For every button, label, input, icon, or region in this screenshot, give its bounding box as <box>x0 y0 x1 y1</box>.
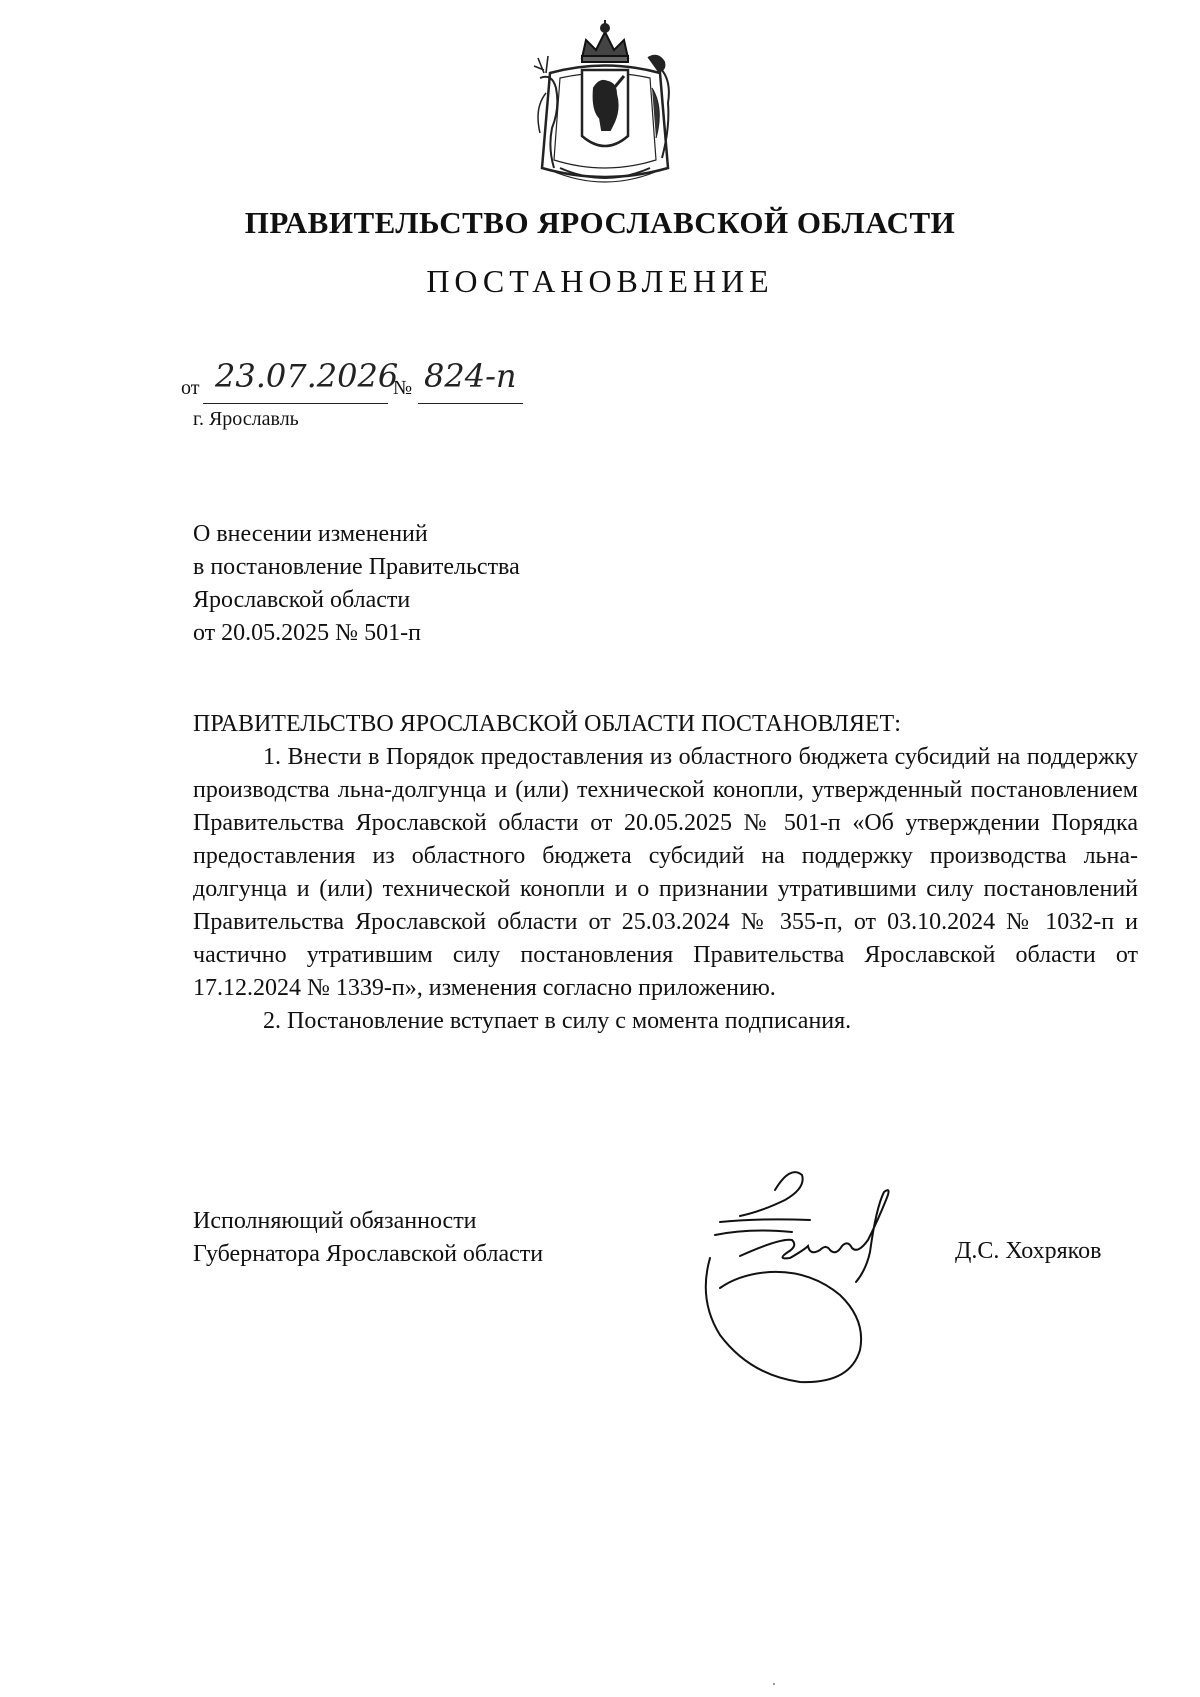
government-title: ПРАВИТЕЛЬСТВО ЯРОСЛАВСКОЙ ОБЛАСТИ <box>244 205 956 240</box>
signer-name: Д.С. Хохряков <box>955 1238 1102 1264</box>
document-body <box>193 708 1138 1038</box>
decree-line: ПРАВИТЕЛЬСТВО ЯРОСЛАВСКОЙ ОБЛАСТИ ПОСТАНОВЛЯЕТ: <box>193 711 901 737</box>
document-kind: ПОСТАНОВЛЕНИЕ <box>426 263 774 299</box>
number-prefix: № <box>393 377 413 399</box>
paragraph-2: 2. Постановление вступает в силу с момента подписания. <box>263 1008 852 1034</box>
city: г. Ярославль <box>193 408 299 430</box>
subject-line: от 20.05.2025 № 501-п <box>193 620 421 646</box>
number-value: 824-п <box>424 357 517 395</box>
subject-line: О внесении изменений <box>193 521 428 547</box>
subject-line: в постановление Правительства <box>193 554 520 580</box>
date-prefix: от <box>181 377 200 399</box>
paragraph-1: 1. Внести в Порядок предоставления из областного бюджета субсидий на поддержку производства льна-долгунца и (или) технической конопли, утвержденный постановлением Правительства Ярославской области от 20.05.2025 № 501-п «Об утверждении Порядка предоставления из областного бюджета субсидий на поддержку производства льна-долгунца и (или) технической конопли и о признании утратившими силу постановлений Правительства Ярославской области от 25.03.2024 № 355-п, от 03.10.2024 № 1032-п и частично утратившим силу постановления Правительства Ярославской области от 17.12.2024 № 1339-п», изменения согласно приложению. <box>193 744 1138 1001</box>
subject-line: Ярославской области <box>193 587 411 613</box>
position-line: Исполняющий обязанности <box>193 1208 477 1234</box>
coat-of-arms-icon <box>530 18 680 188</box>
position-line: Губернатора Ярославской области <box>193 1241 544 1267</box>
date-field <box>203 357 399 404</box>
document-subject <box>193 518 520 650</box>
scan-dot <box>773 1683 775 1685</box>
signer-position <box>193 1205 543 1271</box>
date-number-line <box>181 357 753 405</box>
handwritten-signature-icon <box>680 1160 950 1390</box>
number-field <box>418 357 523 404</box>
date-value: 23.07.2026 <box>215 357 399 395</box>
